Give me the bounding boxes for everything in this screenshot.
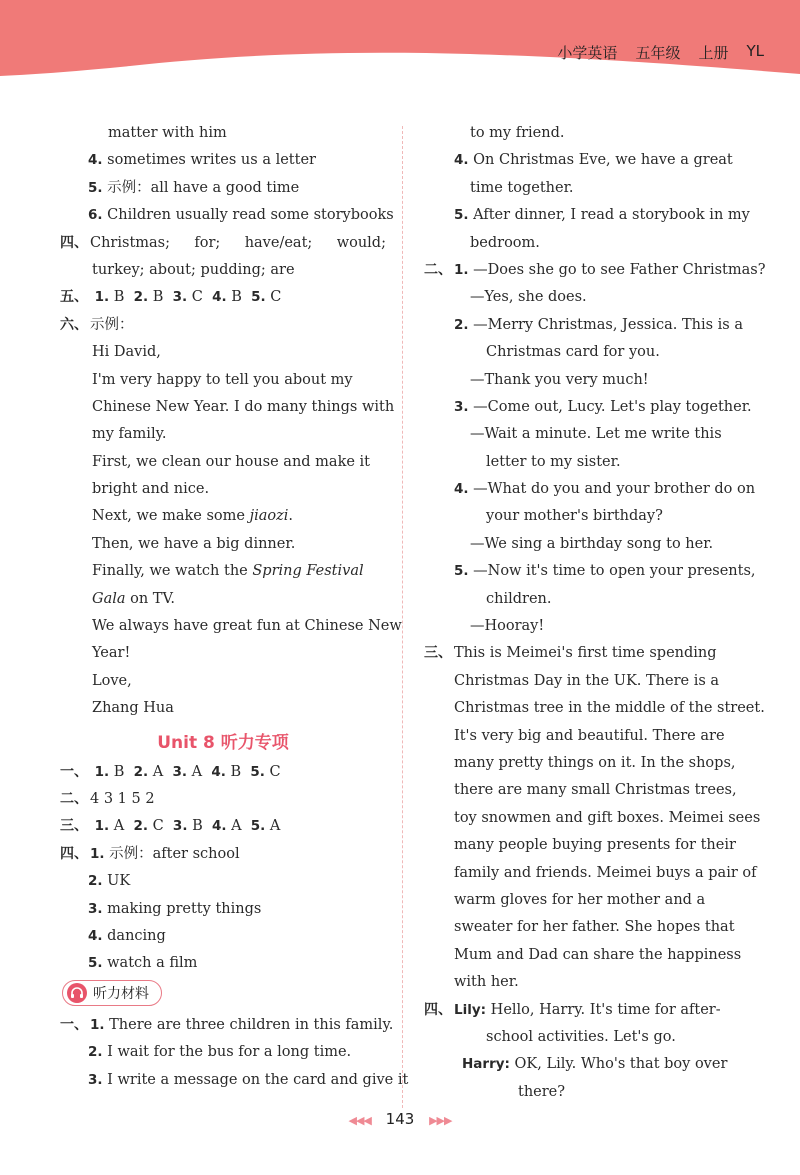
material-line: 一、 1. There are three children in this family. <box>60 1016 394 1033</box>
passage-line: 三、 This is Meimei's first time spending <box>424 645 717 662</box>
speaker-harry: Harry: <box>462 1056 510 1073</box>
letter-greeting: Hi David, <box>92 344 161 361</box>
answer-line-unit-1: 一、 1. B 2. A 3. A 4. B 5. C <box>60 763 281 780</box>
material-line: Christmas card for you. <box>486 344 660 361</box>
material-line: 4. On Christmas Eve, we have a great <box>454 152 733 169</box>
header-subject: 小学英语 <box>557 44 618 62</box>
passage-line: sweater for her father. She hopes that <box>454 919 735 936</box>
column-divider <box>402 126 403 1108</box>
speaker-lily: Lily: <box>454 1001 487 1018</box>
section-label: 四、 <box>60 234 88 251</box>
material-line: 3. —Come out, Lucy. Let's play together. <box>454 398 752 415</box>
passage-line: Christmas Day in the UK. There is a <box>454 672 720 689</box>
header-edition: YL <box>746 42 764 60</box>
answer-line-section-4: 四、 Christmas; for; have/eat; would; <box>60 230 386 257</box>
passage-line: family and friends. Meimei buys a pair of <box>454 864 757 881</box>
letter-line: Year! <box>92 645 131 662</box>
material-line: 5. —Now it's time to open your presents, <box>454 563 756 580</box>
answer-line: 4. sometimes writes us a letter <box>88 152 316 169</box>
passage-line: toy snowmen and gift boxes. Meimei sees <box>454 809 761 826</box>
material-line: 4. —What do you and your brother do on <box>454 481 756 498</box>
passage-line: Christmas tree in the middle of the street. <box>454 700 765 717</box>
right-column <box>424 120 766 1106</box>
dialogue-line: school activities. Let's go. <box>486 1028 676 1045</box>
letter-line: Gala on TV. <box>92 590 176 607</box>
answer-line: 4. dancing <box>88 927 166 944</box>
answer-line: 3. making pretty things <box>88 900 262 917</box>
dialogue-line: there? <box>518 1083 566 1100</box>
passage-line: Mum and Dad can share the happiness <box>454 946 742 963</box>
material-line: —Thank you very much! <box>470 371 649 388</box>
material-tag-row <box>60 978 386 1012</box>
dialogue-line: Harry: OK, Lily. Who's that boy over <box>462 1056 728 1073</box>
sample-letter <box>60 339 402 722</box>
header-banner <box>0 0 800 82</box>
material-line: —Yes, she does. <box>470 289 587 306</box>
material-line: 2. —Merry Christmas, Jessica. This is a <box>454 316 743 333</box>
dialogue-line: 四、 Lily: Hello, Harry. It's time for after- <box>424 1001 721 1018</box>
headphones-icon <box>67 983 87 1003</box>
answer-line-section-6: 六、 示例： <box>60 316 134 333</box>
answer-line-unit-3: 三、 1. A 2. C 3. B 4. A 5. A <box>60 818 281 835</box>
material-line: —Hooray! <box>470 618 545 635</box>
material-line: 3. I write a message on the card and give it <box>88 1071 409 1088</box>
letter-line: bright and nice. <box>92 481 210 498</box>
answer-line: matter with him <box>108 125 227 141</box>
answer-line-unit-2: 二、 4 3 1 5 2 <box>60 790 155 807</box>
left-column <box>60 120 409 1094</box>
passage-line: warm gloves for her mother and a <box>454 891 706 908</box>
letter-closing: Love, <box>92 672 132 689</box>
unit-title: Unit 8 听力专项 <box>157 732 289 753</box>
answer-line: 5. watch a film <box>88 955 198 972</box>
material-line: bedroom. <box>470 234 540 251</box>
letter-line: Chinese New Year. I do many things with <box>92 398 395 415</box>
page-number: 143 <box>385 1110 415 1128</box>
material-line: —We sing a birthday song to her. <box>470 535 714 552</box>
header-volume: 上册 <box>698 44 729 62</box>
answer-line-section-5: 五、 1. B 2. B 3. C 4. B 5. C <box>60 289 282 306</box>
material-line: 二、 1. —Does she go to see Father Christmas? <box>424 261 766 278</box>
answer-line-unit-4: 四、 1. 示例：after school <box>60 845 240 862</box>
material-line: your mother's birthday? <box>486 508 663 525</box>
header-grade: 五年级 <box>635 44 681 62</box>
passage-line: It's very big and beautiful. There are <box>454 727 725 744</box>
right-arrows-icon: ▶▶▶ <box>429 1114 452 1127</box>
letter-line: We always have great fun at Chinese New <box>92 618 402 635</box>
passage-line: many pretty things on it. In the shops, <box>454 754 736 771</box>
listening-material-tag: 听力材料 <box>62 980 162 1006</box>
material-line: children. <box>486 590 552 607</box>
answer-line: 5. 示例：all have a good time <box>88 179 300 196</box>
letter-line: First, we clean our house and make it <box>92 453 371 470</box>
material-line: letter to my sister. <box>486 453 621 470</box>
material-line: 2. I wait for the bus for a long time. <box>88 1044 352 1061</box>
answer-line: 2. UK <box>88 873 131 890</box>
answer-line: turkey; about; pudding; are <box>92 261 295 278</box>
material-line: —Wait a minute. Let me write this <box>470 426 722 443</box>
passage-line: many people buying presents for their <box>454 837 736 854</box>
answer-line: 6. Children usually read some storybooks <box>88 207 394 224</box>
header-book-info <box>557 42 764 63</box>
letter-signature: Zhang Hua <box>92 700 174 717</box>
material-line: 5. After dinner, I read a storybook in my <box>454 207 750 224</box>
material-line: to my friend. <box>470 125 565 141</box>
letter-line: Then, we have a big dinner. <box>92 535 296 552</box>
letter-line: I'm very happy to tell you about my <box>92 371 353 388</box>
passage-line: there are many small Christmas trees, <box>454 782 737 799</box>
letter-line: Finally, we watch the Spring Festival <box>92 563 364 580</box>
page-footer <box>0 1110 800 1128</box>
letter-line: my family. <box>92 426 167 443</box>
passage <box>424 640 765 996</box>
material-line: time together. <box>470 179 574 196</box>
passage-line: with her. <box>454 974 519 991</box>
letter-line: Next, we make some jiaozi. <box>92 508 293 525</box>
left-arrows-icon: ◀◀◀ <box>348 1114 371 1127</box>
